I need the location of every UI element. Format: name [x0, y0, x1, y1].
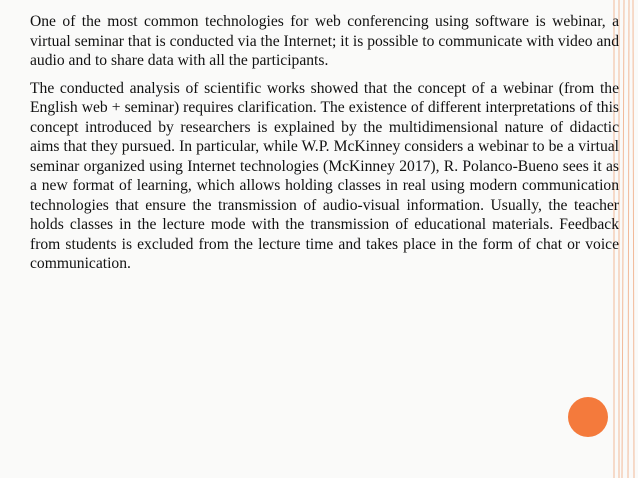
paragraph-webinar-definition: One of the most common technologies for web conferencing using software is webinar, a virtual seminar that is conducted via the Internet; it is possible to communicate with video and audio and to share data with all the participants.	[30, 13, 619, 69]
deco-line	[633, 0, 634, 478]
orange-circle-decoration	[568, 397, 608, 437]
deco-line	[622, 0, 624, 478]
paragraph-webinar-analysis: The conducted analysis of scientific works showed that the concept of a webinar (from the English web + seminar) requires clarification. The existence of different interpretations of this concept introduced by researchers is explained by the multidimensional nature of didactic aims that they pursued. In particular, while W.P. McKinney considers a webinar to be a virtual seminar organized using Internet technologies (McKinney 2017), R. Polanco-Bueno sees it as a new format of learning, which allows holding classes in real using modern communication technologies that ensure the transmission of audio-visual information. Usually, the teacher holds classes in the lecture mode with the transmission of educational materials. Feedback from students is excluded from the lecture time and takes place in the form of chat or voice communication.	[30, 79, 619, 272]
deco-line	[628, 0, 629, 478]
slide-content	[30, 12, 619, 274]
